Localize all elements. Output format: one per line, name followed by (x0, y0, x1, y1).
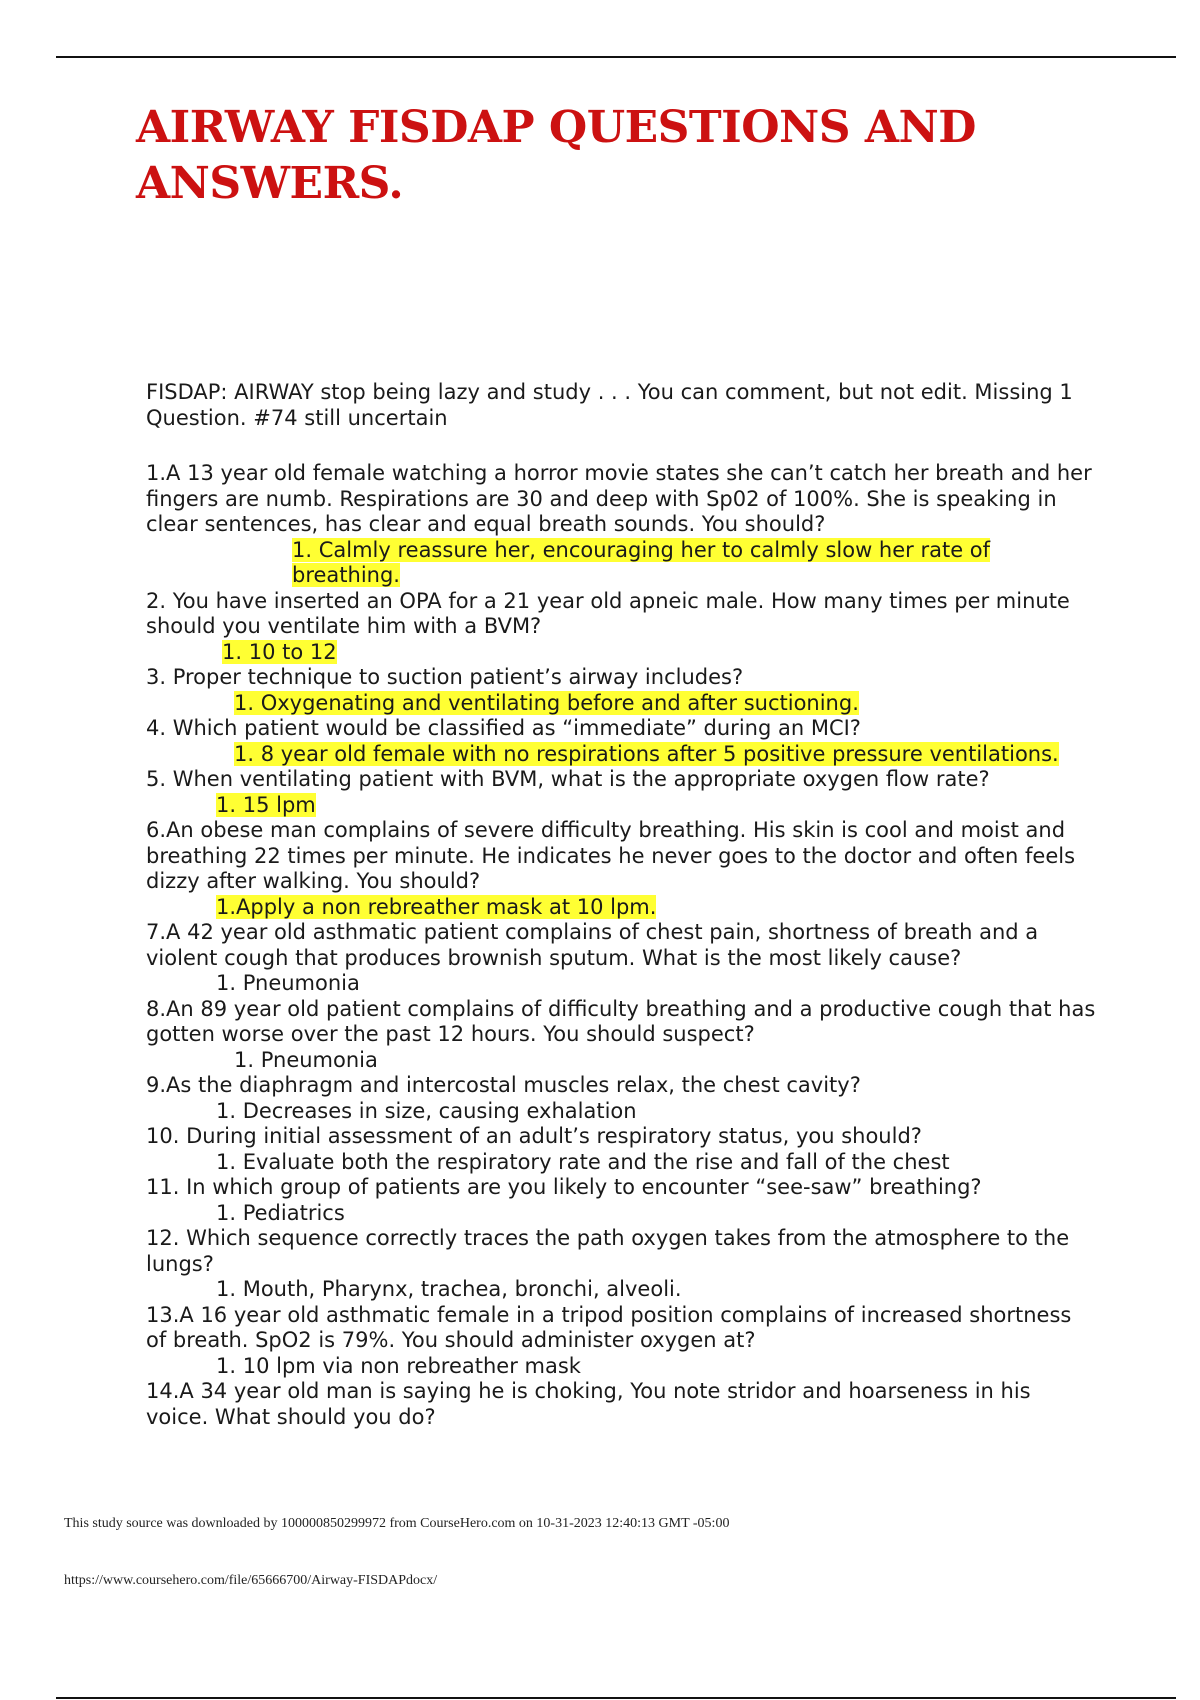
highlighted-answer: 1. 8 year old female with no respirations after 5 positive pressure ventilations. (234, 741, 1059, 766)
question-text: 5. When ventilating patient with BVM, what is the appropriate oxygen flow rate? (146, 767, 990, 791)
question-text: 9.As the diaphragm and intercostal muscles relax, the chest cavity? (146, 1073, 861, 1097)
question-text: 10. During initial assessment of an adult’s respiratory status, you should? (146, 1124, 922, 1148)
answer-text: 1. Pneumonia (216, 971, 360, 995)
highlighted-answer: 1. Calmly reassure her, encouraging her to calmly slow her rate of breathing. (292, 537, 991, 587)
footer-rule (56, 1697, 1176, 1699)
answer-text: 1. 10 lpm via non rebreather mask (216, 1353, 581, 1378)
document-body (146, 380, 1096, 1430)
header-rule (56, 56, 1176, 58)
answer-text: 1. Pediatrics (216, 1200, 345, 1225)
answer-text (146, 742, 1096, 768)
download-notice: This study source was downloaded by 100000850299972 from CourseHero.com on 10-31-2023 12:40:13 GMT -05:00 (64, 1516, 730, 1531)
source-url[interactable]: https://www.coursehero.com/file/65666700/Airway-FISDAPdocx/ (64, 1573, 438, 1588)
page-title: AIRWAY FISDAP QUESTIONS AND ANSWERS. (136, 102, 976, 209)
answer-text (146, 793, 1096, 819)
answer-text (146, 538, 1096, 589)
question-text: 12. Which sequence correctly traces the path oxygen takes from the atmosphere to the lungs? (146, 1226, 1070, 1276)
question-text: 11. In which group of patients are you likely to encounter “see-saw” breathing? (146, 1175, 982, 1199)
question-text: 1.A 13 year old female watching a horror movie states she can’t catch her breath and her fingers are numb. Respirations are 30 and deep with Sp02 of 100%. She is speaking in clear sentences, has clear and equal breath sounds. You should? (146, 461, 1092, 536)
question-text: 4. Which patient would be classified as “immediate” during an MCI? (146, 716, 861, 740)
answer-text (146, 691, 1096, 717)
question-text: 14.A 34 year old man is saying he is choking, You note stridor and hoarseness in his voice. What should you do? (146, 1379, 1031, 1429)
question-text: 7.A 42 year old asthmatic patient complains of chest pain, shortness of breath and a violent cough that produces brownish sputum. What is the most likely cause? (146, 920, 1039, 970)
question-text: 6.An obese man complains of severe difficulty breathing. His skin is cool and moist and breathing 22 times per minute. He indicates he never goes to the doctor and often feels dizzy after walking. You should? (146, 818, 1076, 893)
highlighted-answer: 1. Oxygenating and ventilating before and after suctioning. (234, 690, 859, 715)
answer-text: 1. Decreases in size, causing exhalation (216, 1098, 637, 1123)
highlighted-answer: 1.Apply a non rebreather mask at 10 lpm. (216, 894, 657, 919)
intro-text: FISDAP: AIRWAY stop being lazy and study . . . You can comment, but not edit. Missing 1 Question. #74 still uncertain (146, 380, 1073, 430)
question-text: 2. You have inserted an OPA for a 21 year old apneic male. How many times per minute should you ventilate him with a BVM? (146, 588, 1070, 638)
answer-text (146, 895, 1096, 921)
answer-text: 1. Mouth, Pharynx, trachea, bronchi, alveoli. (216, 1277, 682, 1301)
answer-text: 1. Evaluate both the respiratory rate and the rise and fall of the chest (216, 1149, 950, 1174)
answer-text: 1. Pneumonia (234, 1047, 378, 1072)
question-text: 8.An 89 year old patient complains of difficulty breathing and a productive cough that has gotten worse over the past 12 hours. You should suspect? (146, 996, 1096, 1046)
highlighted-answer: 1. 10 to 12 (222, 639, 337, 664)
question-text: 13.A 16 year old asthmatic female in a tripod position complains of increased shortness of breath. SpO2 is 79%. You should administer oxygen at? (146, 1302, 1072, 1352)
answer-text (146, 640, 1096, 666)
highlighted-answer: 1. 15 lpm (216, 792, 316, 817)
question-text: 3. Proper technique to suction patient’s airway includes? (146, 665, 744, 689)
